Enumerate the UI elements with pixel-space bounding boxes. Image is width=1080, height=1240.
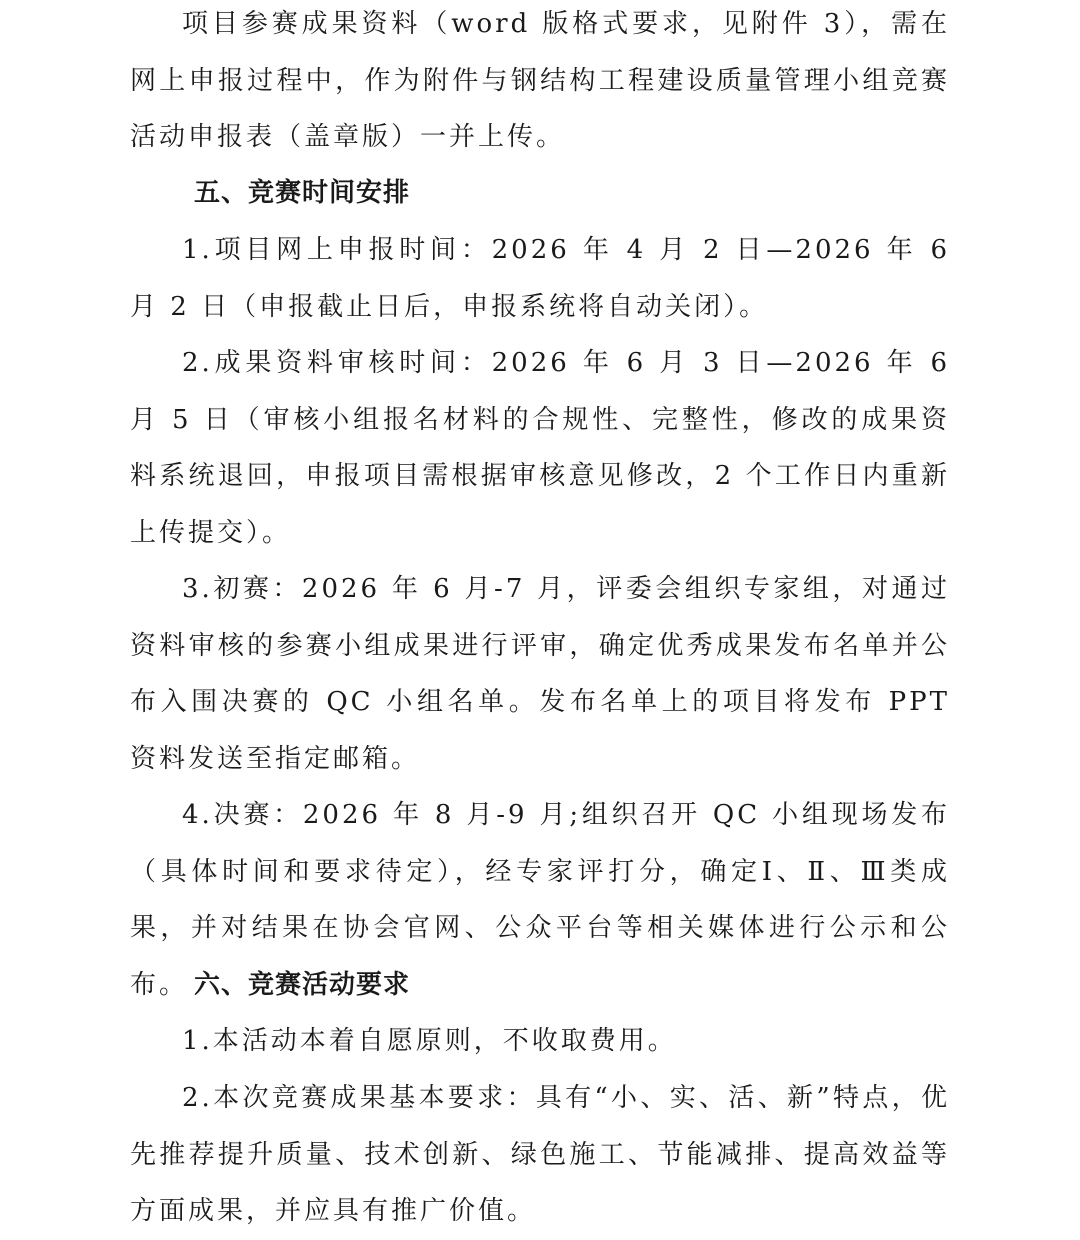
section-5-item-2: 2.成果资料审核时间：2026 年 6 月 3 日—2026 年 6 月 5 日（审核小组报名材料的合规性、完整性，修改的成果资料系统退回，申报项目需根据审核意见修改，2 个工作日内重新上传提交）。	[130, 348, 950, 548]
section-5-item-3: 3.初赛：2026 年 6 月-7 月，评委会组织专家组，对通过资料审核的参赛小组成果进行评审，确定优秀成果发布名单并公布入围决赛的 QC 小组名单。发布名单上的项目将发布 PPT 资料发送至指定邮箱。	[130, 574, 950, 774]
section-5-item-4: 4.决赛：2026 年 8 月-9 月;组织召开 QC 小组现场发布（具体时间和要求待定），经专家评打分，确定Ⅰ、Ⅱ、Ⅲ类成果，并对结果在协会官网、公众平台等相关媒体进行公示和公布。	[130, 800, 950, 1000]
section-5-item-1: 1.项目网上申报时间：2026 年 4 月 2 日—2026 年 6 月 2 日（申报截止日后，申报系统将自动关闭）。	[130, 235, 950, 322]
section-5-heading: 五、竞赛时间安排	[194, 178, 411, 208]
section-6-item-1: 1.本活动本着自愿原则，不收取费用。	[182, 1026, 677, 1056]
intro-paragraph: 项目参赛成果资料（word 版格式要求，见附件 3），需在网上申报过程中，作为附件与钢结构工程建设质量管理小组竞赛活动申报表（盖章版）一并上传。	[130, 9, 950, 152]
section-6-item-2: 2.本次竞赛成果基本要求：具有“小、实、活、新”特点，优先推荐提升质量、技术创新、绿色施工、节能减排、提高效益等方面成果，并应具有推广价值。	[130, 1083, 950, 1226]
section-6-heading: 六、竞赛活动要求	[194, 970, 411, 1000]
